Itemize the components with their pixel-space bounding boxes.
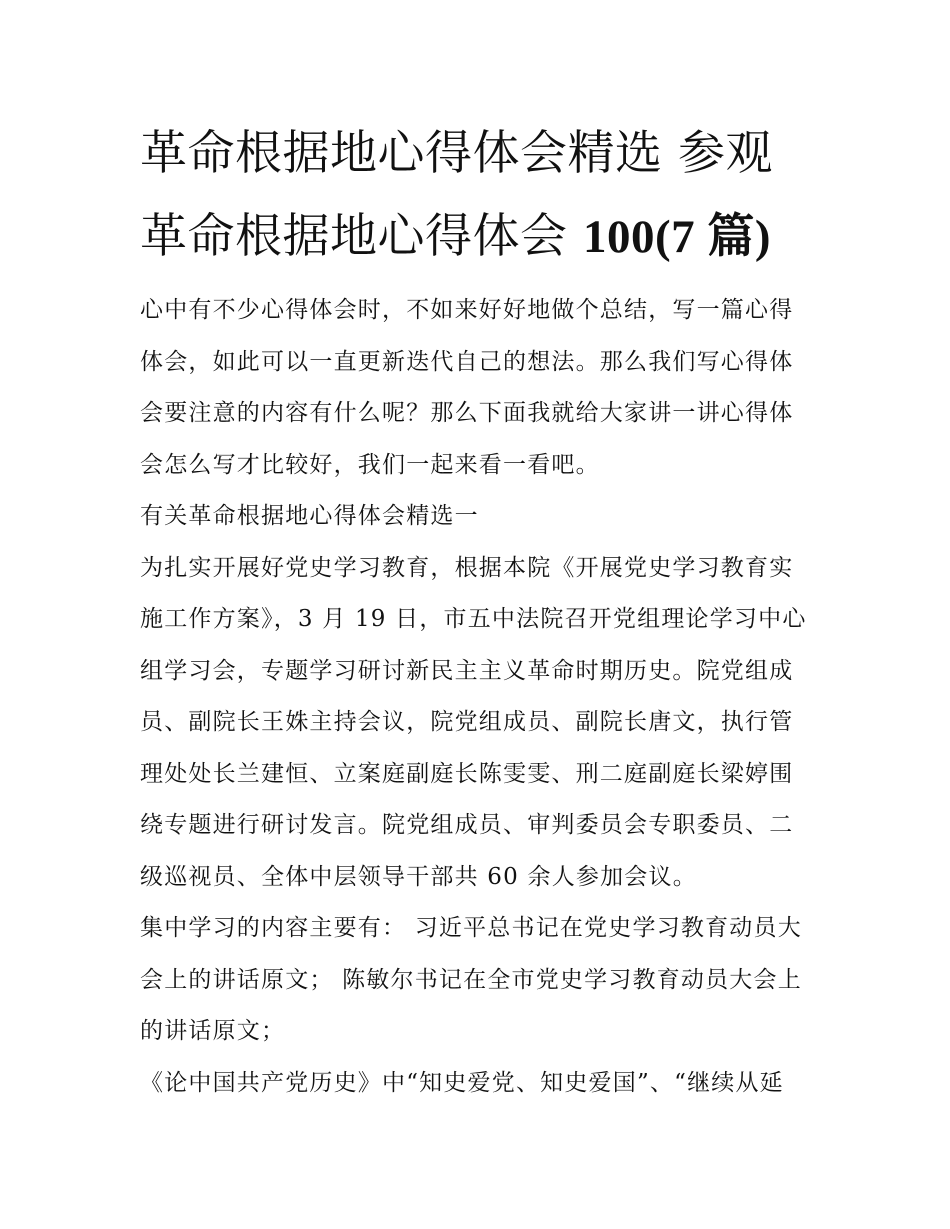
section-heading: 有关革命根据地心得体会精选一 (140, 503, 479, 529)
body-paragraph-2: 集中学习的内容主要有： 习近平总书记在党史学习教育动员大会上的讲话原文； 陈敏尔书记在全市党史学习教育动员大会上的讲话原文； (140, 915, 802, 1044)
body-paragraph-3: 《论中国共产党历史》中“知史爱党、知史爱国”、“继续从延 (140, 1069, 784, 1096)
body-paragraph-1: 为扎实开展好党史学习教育，根据本院《开展党史学习教育实施工作方案》，3 月 19 日，市五中法院召开党组理论学习中心组学习会，专题学习研讨新民主主义革命时期历史。院党组成员、副院长王姝主持会议，院党组成员、副院长唐文，执行管理处处长兰建恒、立案庭副庭长陈雯雯、刑二庭副庭长梁婷围绕专题进行研讨发言。院党组成员、审判委员会专职委员、二级巡视员、全体中层领导干部共 60 余人参加会议。 (140, 554, 807, 890)
title-line-2: 革命根据地心得体会 (140, 209, 583, 264)
title-count: 100(7 篇) (582, 211, 772, 263)
intro-paragraph: 心中有不少心得体会时，不如来好好地做个总结，写一篇心得体会，如此可以一直更新迭代自己的想法。那么我们写心得体会要注意的内容有什么呢？那么下面我就给大家讲一讲心得体会怎么写才比较好，我们一起来看一看吧。 (140, 297, 794, 478)
document-title (140, 112, 812, 279)
title-line-1: 革命根据地心得体会精选 参观 (140, 126, 773, 181)
document-page (140, 112, 812, 1109)
